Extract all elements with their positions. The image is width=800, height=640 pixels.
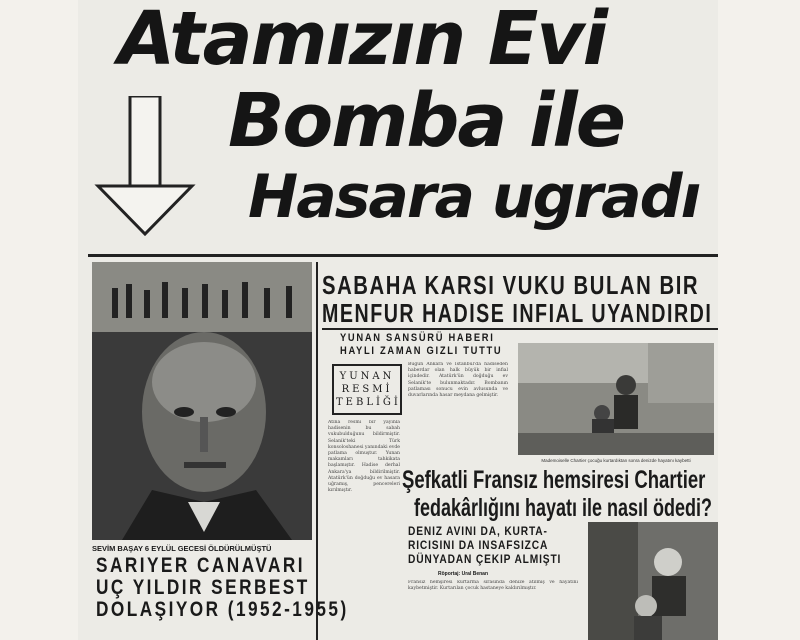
nurse-headline-line-2: fedakârlığını hayatı ile nasıl ödedi? <box>414 494 713 522</box>
nurse-sub-1: DENIZ AVINI DA, KURTA- <box>408 524 548 538</box>
portrait-image <box>92 262 312 540</box>
story-headline-3: DOLAŞIYOR (1952-1955) <box>96 598 349 621</box>
col3-text: Fransız hemşiresi kurtarma sırasında denize atılmış ve hayatını kaybetmiştir. Kurtarılan çocuk hastaneye kaldırılmıştır. <box>408 580 578 592</box>
rule-left <box>316 262 318 640</box>
nurse-headline-line-1: Şefkatli Fransız hemsiresi Chartier <box>402 466 706 494</box>
story-kicker: SEVİM BAŞAY 6 EYLÜL GECESİ ÖLDÜRÜLMÜŞTÜ <box>92 544 272 553</box>
censor-head-2: HAYLI ZAMAN GIZLI TUTTU <box>340 345 503 357</box>
byline: Röportaj: Ural Benan <box>438 571 489 577</box>
headline-line-1: Atamızın Evi <box>118 0 607 82</box>
box-line-3: TEBLİĞİ <box>336 397 401 408</box>
col1-text: Atina resmi bir yayınla hadisenin bu sabah vukubulduğunu bildirmiştir. Selanik'teki Türk konsoloshanesi yanındaki evde patlama olmuştur. Yunan makamları tahkikata başlamıştır. Hadise derhal Ankara'ya bildirilmiştir. Atatürk'ün doğduğu ev hasara uğramış, pencereleri kırılmıştır. <box>328 420 400 494</box>
down-arrow-icon <box>90 96 200 236</box>
nurse-sub-2: RICISINI DA INSAFSIZCA <box>408 538 549 552</box>
newspaper-page <box>78 0 718 640</box>
censor-head-1: YUNAN SANSÜRÜ HABERI <box>340 332 495 344</box>
photo-caption: Mademoiselle Chartier çocuğu kurtardıktan sonra denizde hayatını kaybetti <box>541 458 691 463</box>
nurse-subheadline <box>408 524 561 566</box>
col2-text: Bugün Ankara ve İstanbul'da hadiseden haberdar olan halk büyük bir infial içindedir. Atatürk'ün doğduğu ev Selanik'te bulunmaktadır. Bombanın patlaması sonucu evin avlusunda ve duvarlarında hasar meydana gelmiştir. <box>408 362 508 399</box>
greek-communique-box <box>332 364 402 415</box>
box-line-1: YUNAN <box>339 371 395 382</box>
subheadline-line-1: SABAHA KARSI VUKU BULAN BIR <box>322 270 700 300</box>
rule-top <box>88 254 718 257</box>
story-headline-2: UÇ YILDIR SERBEST <box>96 576 310 599</box>
nurse-sub-3: DÜNYADAN ÇEKIP ALMIŞTI <box>408 552 562 566</box>
story-headline-1: SARIYER CANAVARI <box>96 554 306 577</box>
child-photo <box>588 522 718 640</box>
text-column-3 <box>408 580 578 640</box>
headline-line-2: Bomba ile <box>228 78 624 164</box>
text-column-2 <box>408 362 508 462</box>
box-line-2: RESMİ <box>341 384 393 395</box>
subheadline-line-2: MENFUR HADISE INFIAL UYANDIRDI <box>322 298 713 328</box>
portrait-photo <box>92 262 312 540</box>
nurse-photo <box>518 343 714 455</box>
child-image <box>588 522 718 640</box>
nurse-image <box>518 343 714 455</box>
headline-line-3: Hasara ugradı <box>248 162 700 232</box>
